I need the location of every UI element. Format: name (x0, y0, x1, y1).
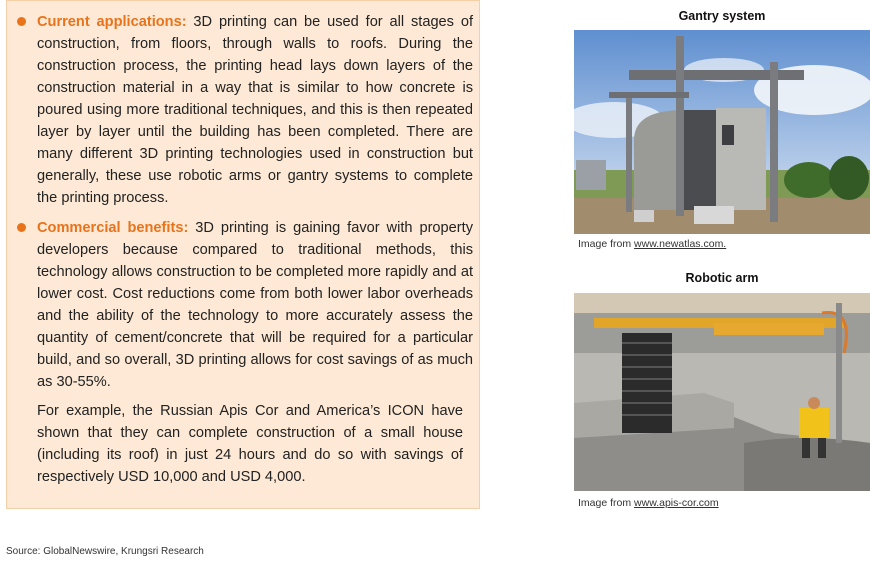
robotic-arm-illustration (574, 293, 870, 491)
bullet-dot-icon (17, 17, 26, 26)
robotic-arm-source-link[interactable]: www.apis-cor.com (634, 497, 719, 509)
gantry-photo (574, 30, 870, 234)
example-paragraph: For example, the Russian Apis Cor and America’s ICON have shown that they can complete construction of a small house (including its roof) in just 24 hours and do so with savings of respectively USD 10,000 and USD 4,000. (37, 403, 463, 485)
bullet-text (37, 11, 473, 209)
bullet-text (37, 217, 473, 393)
bullet-body: 3D printing is gaining favor with property developers because compared to traditional methods, this technology allows construction to be completed more rapidly and at lower cost. Cost reductions come from both lower labor overheads and the ability of the technology to more accurately assess the quantity of cement/concrete that will be required for a particular build, and so overall, 3D printing allows for cost savings of as much as 30-55%. (37, 220, 473, 390)
caption-prefix: Image from (578, 497, 635, 509)
gantry-caption (578, 238, 726, 250)
source-note: Source: GlobalNewswire, Krungsri Research (6, 546, 204, 557)
gantry-source-link[interactable]: www.newatlas.com. (634, 238, 727, 250)
gantry-title: Gantry system (678, 9, 766, 23)
gantry-illustration (574, 30, 870, 234)
caption-prefix: Image from (578, 238, 635, 250)
bullet-dot-icon (17, 223, 26, 232)
text-panel (6, 0, 480, 509)
bullet-body: 3D printing can be used for all stages of construction, from floors, through walls to roofs. During the construction process, the printing head lays down layers of the construction material in a way that is similar to how concrete is poured using more traditional techniques, and this is then repeated layer by layer until the building has been completed. There are many different 3D printing technologies used in construction but generally, these use robotic arms or gantry systems to complete the printing process. (37, 14, 473, 206)
robotic-arm-title: Robotic arm (685, 271, 759, 285)
robotic-arm-photo (574, 293, 870, 491)
bullet-heading: Current applications: (37, 14, 187, 30)
bullet-heading: Commercial benefits: (37, 220, 189, 236)
robotic-arm-caption (578, 497, 719, 509)
bullet-current-applications (17, 11, 473, 209)
bullet-commercial-benefits (17, 217, 473, 393)
